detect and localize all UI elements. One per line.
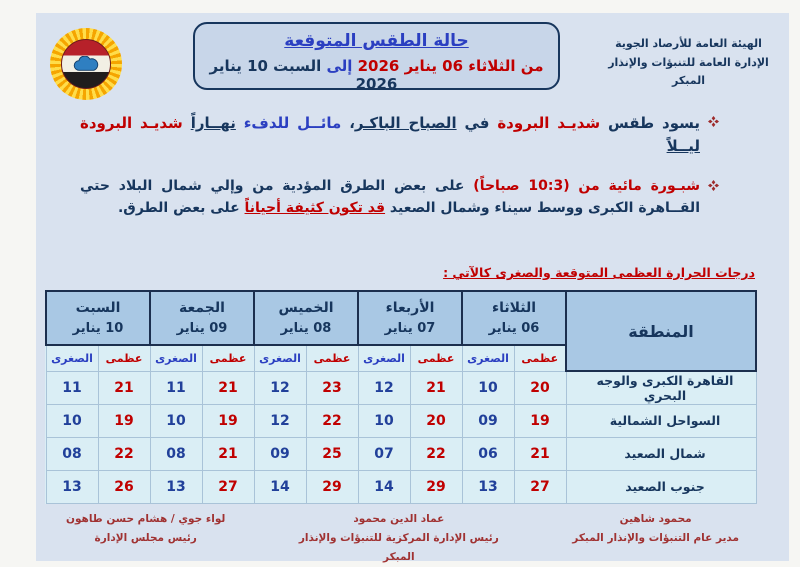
signature-name: لواء جوي / هشام حسن طاهون [66,513,226,525]
bullet-text [80,112,700,159]
day-header [150,291,254,345]
day-date: 06 يناير [488,320,540,336]
region-name: جنوب الصعيد [566,470,756,503]
min-temp-value: 10 [46,404,98,437]
agency-logo-flag-circle [61,39,111,89]
page-title: حالة الطقس المتوقعة [284,31,469,51]
day-date: 09 يناير [176,320,228,336]
max-subheader: عظمى [202,345,254,371]
min-temp-value: 14 [358,470,410,503]
temperature-table-heading: درجات الحرارة العظمى المتوقعة والصغرى كالآتي : [443,265,755,280]
min-temp-value: 10 [150,404,202,437]
day-name: السبت [75,299,121,316]
min-temp-value: 13 [462,470,514,503]
signature-name: محمود شاهين [619,513,692,525]
text-segment [183,114,191,132]
min-subheader: الصغرى [358,345,410,371]
cloud-icon [72,56,100,72]
min-subheader: الصغرى [46,345,98,371]
max-subheader: عظمى [98,345,150,371]
table-row [46,371,756,404]
max-temp-value: 22 [306,404,358,437]
max-temp-value: 19 [202,404,254,437]
min-temp-value: 09 [254,437,306,470]
agency-logo-icon [50,28,122,100]
region-name: القاهرة الكبرى والوجه البحري [566,371,756,404]
min-temp-value: 10 [358,404,410,437]
min-temp-value: 08 [150,437,202,470]
signature-director-general [572,510,739,567]
max-temp-value: 21 [514,437,566,470]
region-name: شمال الصعيد [566,437,756,470]
max-temp-value: 21 [202,437,254,470]
day-name: الخميس [278,299,334,316]
date-range [195,57,558,93]
text-segment: شديـد البرودة [497,114,601,132]
table-row [46,470,756,503]
max-temp-value: 29 [410,470,462,503]
min-temp-value: 08 [46,437,98,470]
day-header [254,291,358,345]
signature-title: رئيس مجلس الإدارة [94,531,197,544]
min-temp-value: 11 [150,371,202,404]
min-subheader: الصغرى [150,345,202,371]
min-temp-value: 07 [358,437,410,470]
max-subheader: عظمى [306,345,358,371]
day-header [462,291,566,345]
organization-name [596,35,781,91]
diamond-bullet-icon [708,116,719,127]
signature-central-admin-head [284,510,514,567]
text-segment: مائــل للدفء [235,114,342,132]
min-subheader: الصغرى [462,345,514,371]
text-segment: شبـورة مائية من (10:3 صباحاً) [464,178,701,194]
text-segment: نهــاراً [190,114,236,132]
max-temp-value: 23 [306,371,358,404]
table-header [46,291,756,371]
day-date: 08 يناير [280,320,332,336]
title-box [193,22,560,93]
max-temp-value: 25 [306,437,358,470]
min-temp-value: 13 [150,470,202,503]
text-segment: شديـد البرودة [80,114,183,132]
day-name: الثلاثاء [491,299,537,316]
org-line-2: الإدارة العامة للتنبؤات والإنذار المبكر [608,55,769,88]
day-header [358,291,462,345]
signature-row [36,510,789,567]
min-temp-value: 10 [462,371,514,404]
region-name: السواحل الشمالية [566,404,756,437]
document-body [36,13,789,561]
signature-chairman [66,510,225,567]
date-range-to-word: إلى [321,57,353,75]
signature-title: رئيس الإدارة المركزية للتنبؤات والإنذار المبكر [298,531,499,563]
bullet-text [80,176,700,219]
text-segment: في [456,114,498,132]
day-name: الأربعاء [385,299,435,316]
day-date: 10 يناير [72,320,124,336]
max-temp-value: 27 [514,470,566,503]
max-temp-value: 21 [410,371,462,404]
date-range-from: من الثلاثاء 06 يناير 2026 [352,57,544,75]
min-subheader: الصغرى [254,345,306,371]
day-header [46,291,150,345]
text-segment: ، [341,114,355,132]
max-temp-value: 19 [514,404,566,437]
max-temp-value: 22 [98,437,150,470]
day-name: الجمعة [179,299,225,316]
max-temp-value: 21 [202,371,254,404]
max-temp-value: 20 [514,371,566,404]
max-temp-value: 22 [410,437,462,470]
max-temp-value: 27 [202,470,254,503]
max-temp-value: 21 [98,371,150,404]
min-temp-value: 11 [46,371,98,404]
forecast-bullet-cold-weather [36,112,789,159]
min-temp-value: 12 [254,404,306,437]
min-temp-value: 06 [462,437,514,470]
region-column-header: المنطقة [566,291,756,371]
min-temp-value: 09 [462,404,514,437]
text-segment: يسود طقس [600,114,700,132]
text-segment: الصباح الباكـر [354,114,457,132]
table-body [46,371,756,503]
diamond-bullet-icon [708,180,719,191]
min-temp-value: 12 [358,371,410,404]
max-temp-value: 26 [98,470,150,503]
text-segment: قد تكون كثيفة أحياناً [244,199,386,216]
max-temp-value: 29 [306,470,358,503]
day-date: 07 يناير [384,320,436,336]
table-row [46,437,756,470]
table-row [46,404,756,437]
text-segment: على بعض الطرق. [117,199,245,216]
text-segment: على بعض الطرق المؤدية من وإلي شمال البلاد حتي القــاهرة الكبرى ووسط سيناء وشمال الصعيد [80,178,700,216]
max-temp-value: 19 [98,404,150,437]
day-header-row [46,291,756,345]
max-temp-value: 20 [410,404,462,437]
text-segment: ليــلاً [666,137,700,156]
signature-name: عماد الدين محمود [353,513,445,525]
date-range-until: السبت 10 يناير 2026 [209,57,398,93]
temperature-table [45,290,757,504]
max-subheader: عظمى [514,345,566,371]
max-subheader: عظمى [410,345,462,371]
min-temp-value: 14 [254,470,306,503]
min-temp-value: 13 [46,470,98,503]
min-temp-value: 12 [254,371,306,404]
signature-title: مدير عام التنبؤات والإنذار المبكر [572,531,739,544]
org-line-1: الهيئة العامة للأرصاد الجوية [615,37,762,50]
forecast-bullet-fog [36,176,789,219]
